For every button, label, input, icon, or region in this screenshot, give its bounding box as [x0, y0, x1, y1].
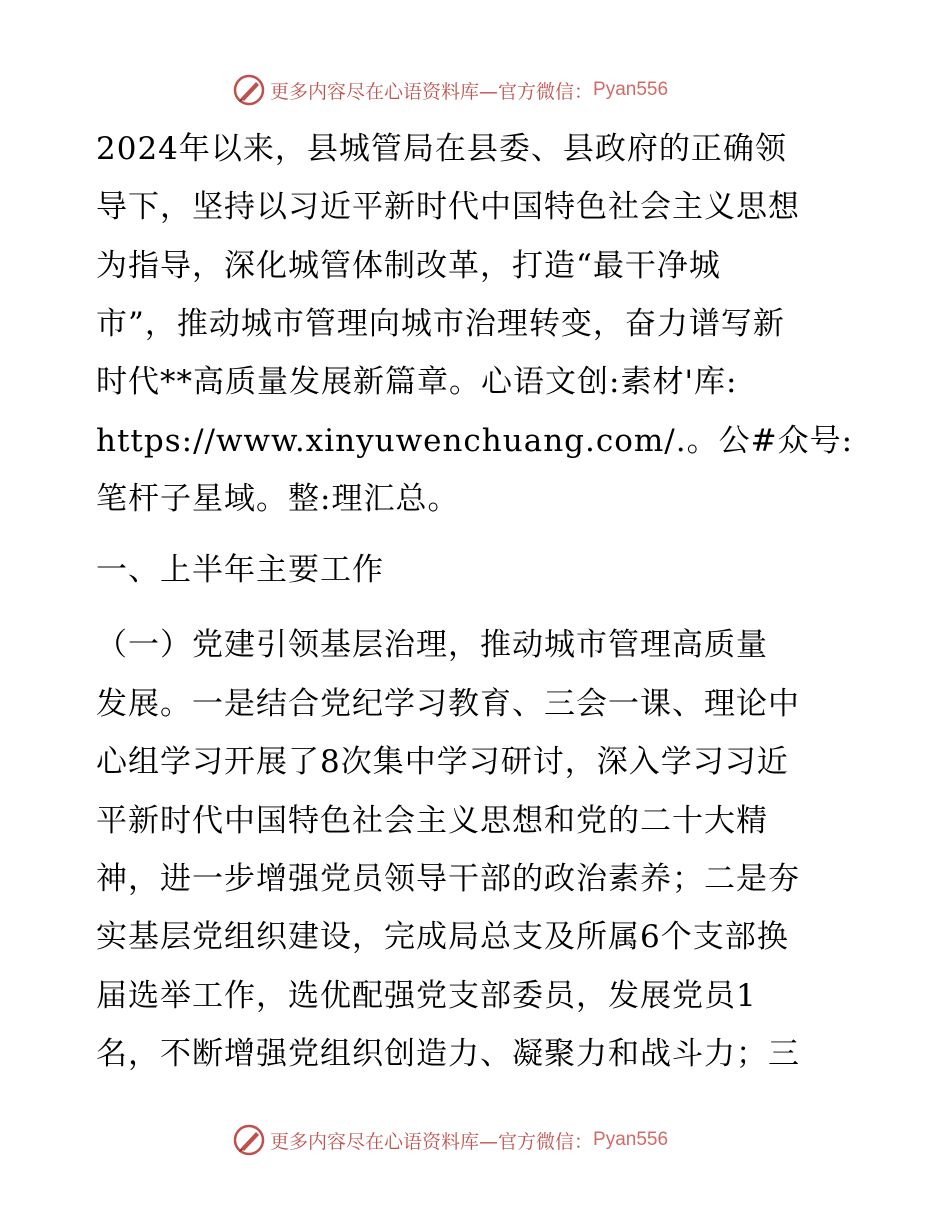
text-line: 名，不断增强党组织创造力、凝聚力和战斗力；三 — [96, 1036, 800, 1072]
watermark-code: Pyan556 — [593, 79, 669, 100]
text-line: （一）党建引领基层治理，推动城市管理高质量 — [96, 627, 768, 663]
text-line: 为指导，深化城管体制改革，打造“最干净城 — [96, 248, 721, 284]
text-line: 心组学习开展了8次集中学习研讨，深入学习习近 — [96, 744, 789, 780]
watermark-code: Pyan556 — [593, 1129, 669, 1150]
text-line: 届选举工作，选优配强党支部委员，发展党员1 — [96, 978, 757, 1014]
watermark-text: 更多内容尽在心语资料库—官方微信： — [270, 80, 594, 103]
text-line: 神，进一步增强党员领导干部的政治素养；二是夯 — [96, 861, 800, 897]
text-line: 导下，坚持以习近平新时代中国特色社会主义思想 — [96, 189, 800, 225]
text-line: 笔杆子星域。整:理汇总。 — [96, 481, 460, 517]
header-watermark — [232, 72, 668, 108]
text-line: 平新时代中国特色社会主义思想和党的二十大精 — [96, 803, 768, 839]
text-line: 发展。一是结合党纪学习教育、三会一课、理论中 — [96, 686, 800, 722]
pen-logo-icon — [232, 73, 266, 107]
text-line: 市”，推动城市管理向城市治理转变，奋力谱写新 — [96, 306, 785, 342]
text-line: 2024年以来，县城管局在县委、县政府的正确领 — [96, 131, 787, 167]
text-line: 实基层党组织建设，完成局总支及所属6个支部换 — [96, 919, 789, 955]
text-line: 时代**高质量发展新篇章。心语文创:素材'库: — [96, 364, 738, 400]
section-heading: 一、上半年主要工作 — [96, 552, 384, 588]
pen-logo-icon — [232, 1123, 266, 1157]
text-line: https://www.xinyuwenchuang.com/.。公#众号: — [96, 423, 854, 459]
watermark-text: 更多内容尽在心语资料库—官方微信： — [270, 1130, 594, 1153]
footer-watermark — [232, 1122, 668, 1158]
